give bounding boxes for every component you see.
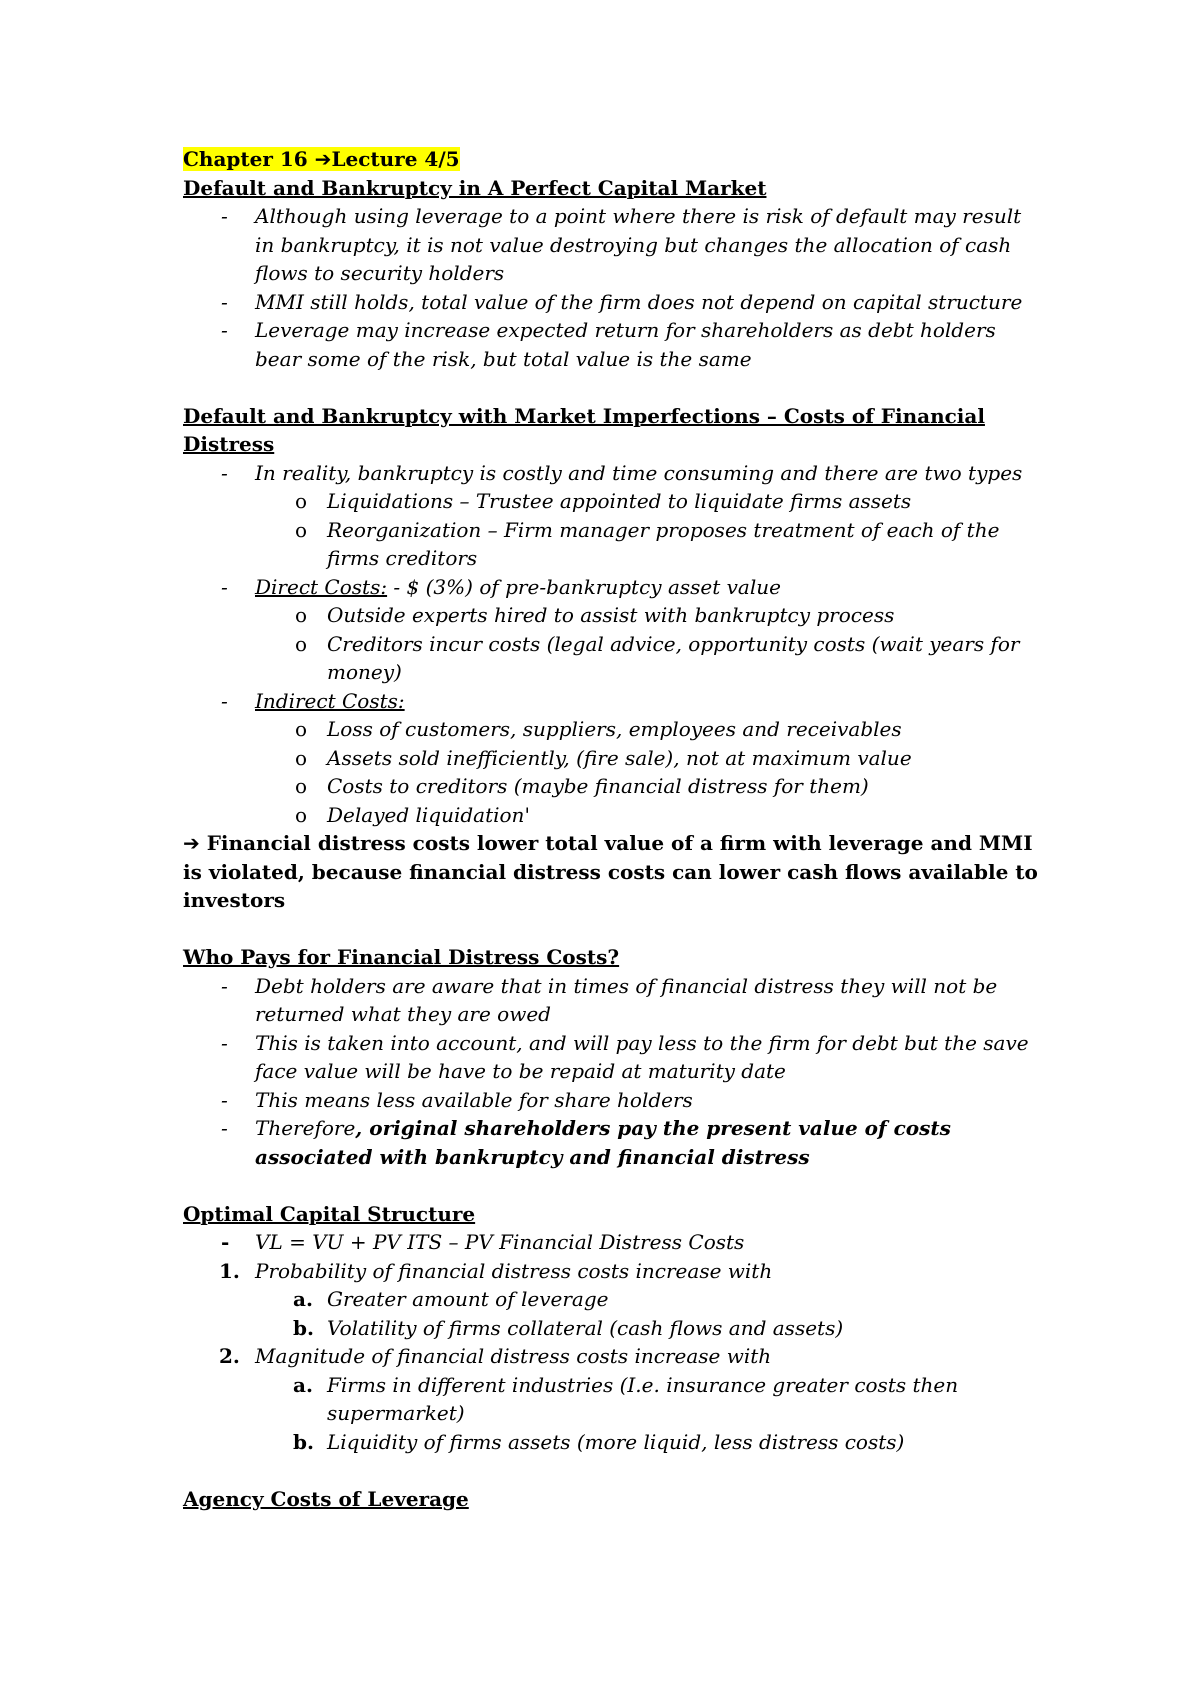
sub-list-item-continuation: firms creditors	[327, 546, 478, 570]
sub-list-item: o Delayed liquidation'	[183, 801, 1063, 830]
numbered-item: 1. Probability of financial distress costs increase with	[183, 1257, 1063, 1286]
list-item: - Leverage may increase expected return for shareholders as debt holders	[183, 316, 1063, 345]
formula: VL = VU + PV ITS – PV Financial Distress Costs	[255, 1230, 745, 1254]
sub-list-item: o Assets sold inefficiently, (fire sale), not at maximum value	[183, 744, 1063, 773]
indirect-costs-label: Indirect Costs:	[255, 688, 405, 713]
list-item-continuation: flows to security holders	[255, 261, 505, 285]
list-item: - In reality, bankruptcy is costly and time consuming and there are two types	[183, 459, 1063, 488]
document-page	[183, 145, 1063, 1513]
number-marker: 1.	[219, 1258, 240, 1283]
arrow-icon: ➔	[183, 831, 200, 855]
sub-list-item-continuation: money)	[327, 660, 402, 684]
arrow-icon: ➔	[314, 147, 332, 171]
list-item: - This means less available for share holders	[183, 1086, 1063, 1115]
section-heading-market-imperfections-cont: Distress	[183, 432, 275, 456]
list-item: - Although using leverage to a point where there is risk of default may result	[183, 202, 1063, 231]
sub-list-item: o Creditors incur costs (legal advice, opportunity costs (wait years for	[183, 630, 1063, 659]
circle-marker: o	[295, 631, 308, 656]
lettered-item: b. Volatility of firms collateral (cash flows and assets)	[183, 1314, 1063, 1343]
section-heading-perfect-market: Default and Bankruptcy in A Perfect Capital Market	[183, 175, 767, 200]
list-item-continuation: in bankruptcy, it is not value destroying but changes the allocation of cash	[255, 232, 1012, 257]
conclusion-line: investors	[183, 888, 286, 912]
letter-marker: b.	[293, 1429, 314, 1454]
lettered-item: a. Greater amount of leverage	[183, 1285, 1063, 1314]
section-heading-market-imperfections: Default and Bankruptcy with Market Imperfections – Costs of Financial	[183, 403, 985, 428]
lecture-label: Lecture 4/5	[331, 147, 460, 171]
conclusion-line: ➔ Financial distress costs lower total value of a firm with leverage and MMI	[183, 831, 1033, 855]
circle-marker: o	[295, 802, 308, 827]
dash-marker: -	[221, 1230, 230, 1254]
list-item-continuation: associated with bankruptcy and financial distress	[255, 1144, 810, 1169]
circle-marker: o	[295, 603, 308, 627]
sub-list-item: o Costs to creditors (maybe financial distress for them)	[183, 772, 1063, 801]
dash-marker: -	[221, 1030, 228, 1055]
dash-marker: -	[221, 460, 228, 485]
letter-marker: a.	[293, 1287, 313, 1311]
section-heading-who-pays: Who Pays for Financial Distress Costs?	[183, 945, 620, 969]
chapter-title	[183, 145, 1063, 174]
list-item: - Direct Costs: - $ (3%) of pre-bankruptcy asset value	[183, 573, 1063, 602]
direct-costs-label: Direct Costs:	[255, 574, 388, 599]
letter-marker: b.	[293, 1315, 314, 1340]
dash-marker: -	[221, 973, 228, 998]
list-item: - Therefore, original shareholders pay the present value of costs	[183, 1114, 1063, 1143]
list-item	[183, 1228, 1063, 1257]
lettered-item: b. Liquidity of firms assets (more liquid, less distress costs)	[183, 1428, 1063, 1457]
lettered-item-continuation: supermarket)	[327, 1401, 465, 1425]
dash-marker: -	[221, 688, 228, 713]
letter-marker: a.	[293, 1372, 313, 1397]
dash-marker: -	[221, 318, 228, 342]
list-item: - Debt holders are aware that in times of financial distress they will not be	[183, 972, 1063, 1001]
list-item-continuation: bear some of the risk, but total value is the same	[255, 346, 752, 371]
circle-marker: o	[295, 717, 308, 741]
list-item	[183, 687, 1063, 716]
lettered-item: a. Firms in different industries (I.e. insurance greater costs then	[183, 1371, 1063, 1400]
list-item-continuation: returned what they are owed	[255, 1002, 551, 1026]
sub-list-item: o Outside experts hired to assist with bankruptcy process	[183, 601, 1063, 630]
chapter-label: Chapter 16	[183, 147, 308, 171]
dash-marker: -	[221, 289, 228, 314]
number-marker: 2.	[219, 1344, 240, 1368]
list-item: - MMI still holds, total value of the firm does not depend on capital structure	[183, 288, 1063, 317]
numbered-item: 2. Magnitude of financial distress costs increase with	[183, 1342, 1063, 1371]
circle-marker: o	[295, 489, 308, 513]
conclusion-line: is violated, because financial distress costs can lower cash flows available to	[183, 859, 1038, 884]
sub-list-item: o Loss of customers, suppliers, employees and receivables	[183, 715, 1063, 744]
dash-marker: -	[221, 204, 228, 228]
dash-marker: -	[221, 574, 228, 599]
list-item: - This is taken into account, and will pay less to the firm for debt but the save	[183, 1029, 1063, 1058]
section-heading-agency-costs: Agency Costs of Leverage	[183, 1486, 469, 1511]
dash-marker: -	[221, 1087, 228, 1112]
sub-list-item: o Reorganization – Firm manager proposes treatment of each of the	[183, 516, 1063, 545]
circle-marker: o	[295, 517, 308, 542]
circle-marker: o	[295, 774, 308, 798]
dash-marker: -	[221, 1116, 228, 1140]
sub-list-item: o Liquidations – Trustee appointed to liquidate firms assets	[183, 487, 1063, 516]
circle-marker: o	[295, 745, 308, 770]
list-item-continuation: face value will be have to be repaid at maturity date	[255, 1059, 786, 1083]
section-heading-optimal-structure: Optimal Capital Structure	[183, 1201, 476, 1226]
